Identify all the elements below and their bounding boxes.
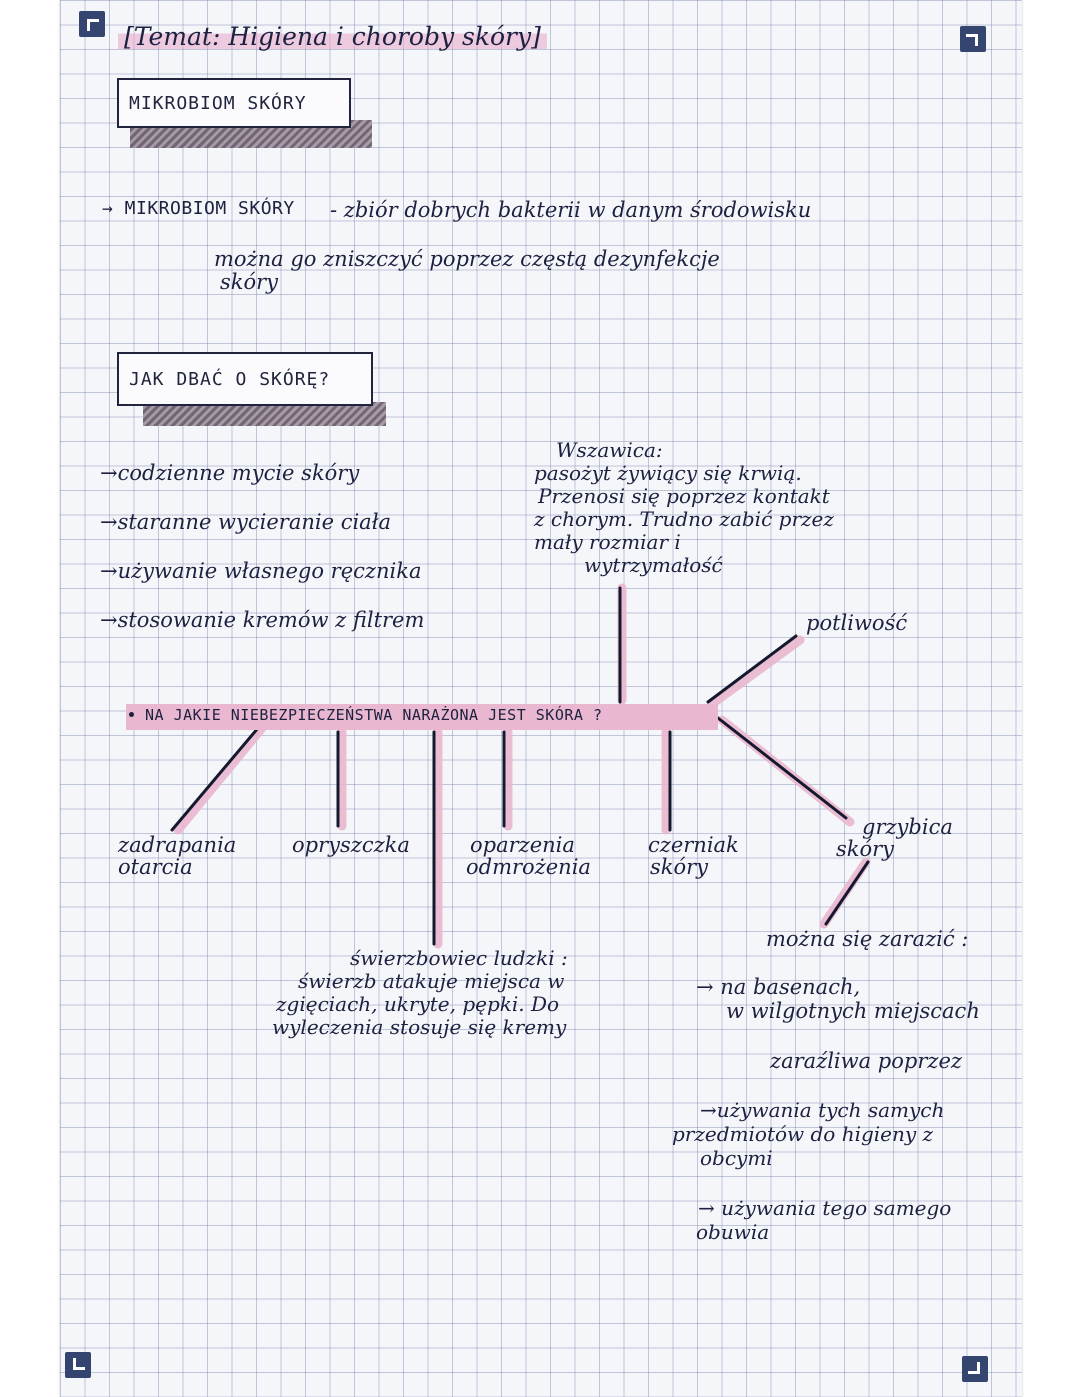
lice-line4: z chorym. Trudno zabić przez (534, 507, 834, 531)
danger-melanoma-line1: czerniak (648, 833, 739, 857)
scabies-line1: świerzbowiec ludzki : (350, 946, 568, 970)
danger-mycosis-line1: grzybica (862, 815, 953, 839)
care-item-3: →używanie własnego ręcznika (100, 559, 422, 583)
lice-line2: pasożyt żywiący się krwią. (534, 461, 802, 485)
mycosis-place2: w wilgotnych miejscach (726, 999, 980, 1023)
page-title: [Temat: Higiena i choroby skóry] (118, 22, 547, 52)
danger-burns-line1: oparzenia (470, 833, 575, 857)
microbiome-definition: - zbiór dobrych bakterii w danym środowisku (330, 198, 812, 222)
mycosis-cause1-line3: obcymi (700, 1146, 773, 1170)
scabies-line3: zgięciach, ukryte, pępki. Do (276, 992, 560, 1016)
microbiome-header-label: MIKROBIOM SKÓRY (129, 92, 307, 114)
mycosis-place1: → na basenach, (696, 975, 861, 999)
danger-mycosis-line2: skóry (836, 837, 895, 861)
microbiome-term: → MIKROBIOM SKÓRY (102, 198, 295, 219)
mycosis-cause1-line1: →używania tych samych (700, 1098, 945, 1122)
lice-line6: wytrzymałość (584, 553, 723, 577)
scabies-line2: świerzb atakuje miejsca w (298, 969, 565, 993)
microbiome-note-line2: skóry (220, 270, 279, 294)
mycosis-cause2-line1: → używania tego samego (698, 1196, 952, 1220)
main-question: NA JAKIE NIEBEZPIECZEŃSTWA NARAŻONA JEST SKÓRA ? (145, 706, 603, 724)
lice-line5: mały rozmiar i (534, 530, 681, 554)
mycosis-cause2-line2: obuwia (696, 1220, 770, 1244)
lice-line3: Przenosi się poprzez kontakt (538, 484, 830, 508)
danger-herpes: opryszczka (292, 833, 410, 857)
danger-scratches-line2: otarcia (118, 855, 193, 879)
mycosis-cause1-line2: przedmiotów do higieny z (672, 1122, 934, 1146)
lice-line1: Wszawica: (556, 438, 663, 462)
microbiome-note-line1: można go zniszczyć poprzez częstą dezynfekcje (214, 247, 720, 271)
scabies-line4: wyleczenia stosuje się kremy (272, 1015, 567, 1039)
mycosis-infection-header: można się zarazić : (766, 927, 969, 951)
care-item-2: →staranne wycieranie ciała (100, 510, 392, 534)
care-item-1: →codzienne mycie skóry (100, 461, 360, 485)
mycosis-contagious-header: zaraźliwa poprzez (770, 1049, 962, 1073)
care-header-label: JAK DBAĆ O SKÓRĘ? (129, 368, 331, 390)
danger-sweating: potliwość (806, 611, 908, 635)
danger-melanoma-line2: skóry (650, 855, 709, 879)
danger-scratches-line1: zadrapania (118, 833, 237, 857)
danger-burns-line2: odmrożenia (466, 855, 591, 879)
bullet-dot-icon (129, 712, 134, 717)
care-item-4: →stosowanie kremów z filtrem (100, 608, 425, 632)
